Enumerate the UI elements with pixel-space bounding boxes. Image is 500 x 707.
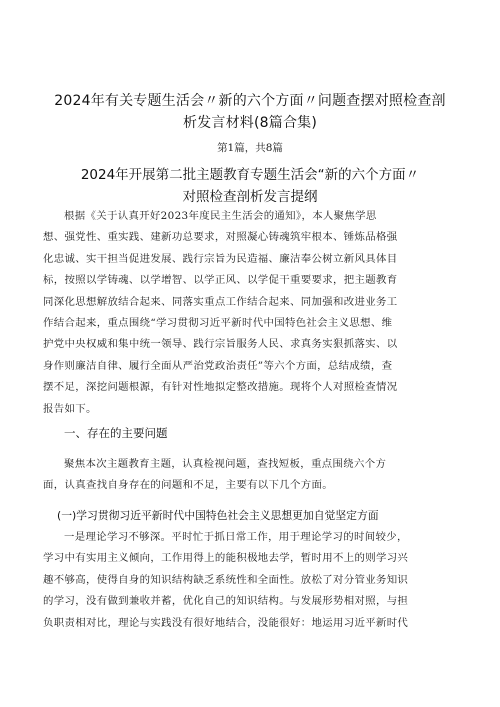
- paragraph-line: 报告如下。: [43, 402, 97, 415]
- paragraph-line: 同深化思想解放结合起来、同落实重点工作结合起来、同加强和改进业务工: [43, 295, 398, 308]
- paragraph-line: 想、强党性、重实践、建新功总要求，对照凝心铸魂筑牢根本、锤炼品格强: [43, 231, 398, 244]
- document-title-line: 2024年有关专题生活会〃新的六个方面〃问题查摆对照检查剖: [54, 93, 446, 109]
- document-title: [30, 90, 470, 134]
- section-intro-paragraph: [43, 454, 463, 497]
- section-heading: 一、存在的主要问题: [64, 426, 168, 440]
- paragraph-line: 一是理论学习不够深。平时忙于抓日常工作，用于理论学习的时间较少，: [64, 531, 408, 543]
- paragraph-line: 护党中央权威和集中统一领导、践行宗旨服务人民、求真务实狠抓落实、以: [43, 338, 398, 351]
- subsection-paragraph: [43, 527, 463, 634]
- paragraph-line: 化忠诚、实干担当促进发展、践行宗旨为民造福、廉洁奉公树立新风具体目: [43, 252, 398, 265]
- document-title-line: 析发言材料(8篇合集): [182, 115, 318, 131]
- part-counter: 第1篇，共8篇: [217, 142, 283, 154]
- paragraph-line: 标，按照以学铸魂、以学增智、以学正风、以学促干重要要求，把主题教育: [43, 274, 398, 287]
- paragraph-line: 面，认真查找自身存在的问题和不足，主要有以下几个方面。: [43, 479, 333, 492]
- intro-paragraph: [43, 206, 463, 420]
- paragraph-line: 聚焦本次主题教育主题，认真检视问题，查找短板，重点围绕六个方: [64, 458, 387, 470]
- paragraph-line: 趣不够高，使得自身的知识结构缺乏系统性和全面性。放松了对分管业务知识: [43, 573, 409, 586]
- paragraph-line: 摆不足，深挖问题根源，有针对性地拟定整改措施。现将个人对照检查情况: [43, 381, 398, 394]
- article-title-line: 对照检查剖析发言提纲: [182, 189, 318, 205]
- paragraph-line: 的学习，没有做到兼收并蓄，优化自己的知识结构。与发展形势相对照，与担: [43, 595, 409, 608]
- paragraph-line: 身作则廉洁自律、履行全面从严治党政治责任”等六个方面，总结成绩，查: [43, 359, 393, 372]
- paragraph-line: 根据《关于认真开好2023年度民主生活会的通知》，本人聚焦学思: [64, 210, 377, 222]
- subsection-heading: (一)学习贯彻习近平新时代中国特色社会主义思想更加自觉坚定方面: [57, 509, 379, 522]
- article-title: [20, 164, 480, 208]
- paragraph-line: 学习中有实用主义倾向，工作用得上的能积极地去学，暂时用不上的则学习兴: [43, 552, 409, 565]
- paragraph-line: 作结合起来，重点围绕“学习贯彻习近平新时代中国特色社会主义思想、维: [43, 317, 393, 330]
- article-title-line: 2024年开展第二批主题教育专题生活会“新的六个方面〃: [80, 167, 420, 183]
- paragraph-line: 负职责相对比，理论与实践没有很好地结合，没能很好：地运用习近平新时代: [43, 616, 409, 629]
